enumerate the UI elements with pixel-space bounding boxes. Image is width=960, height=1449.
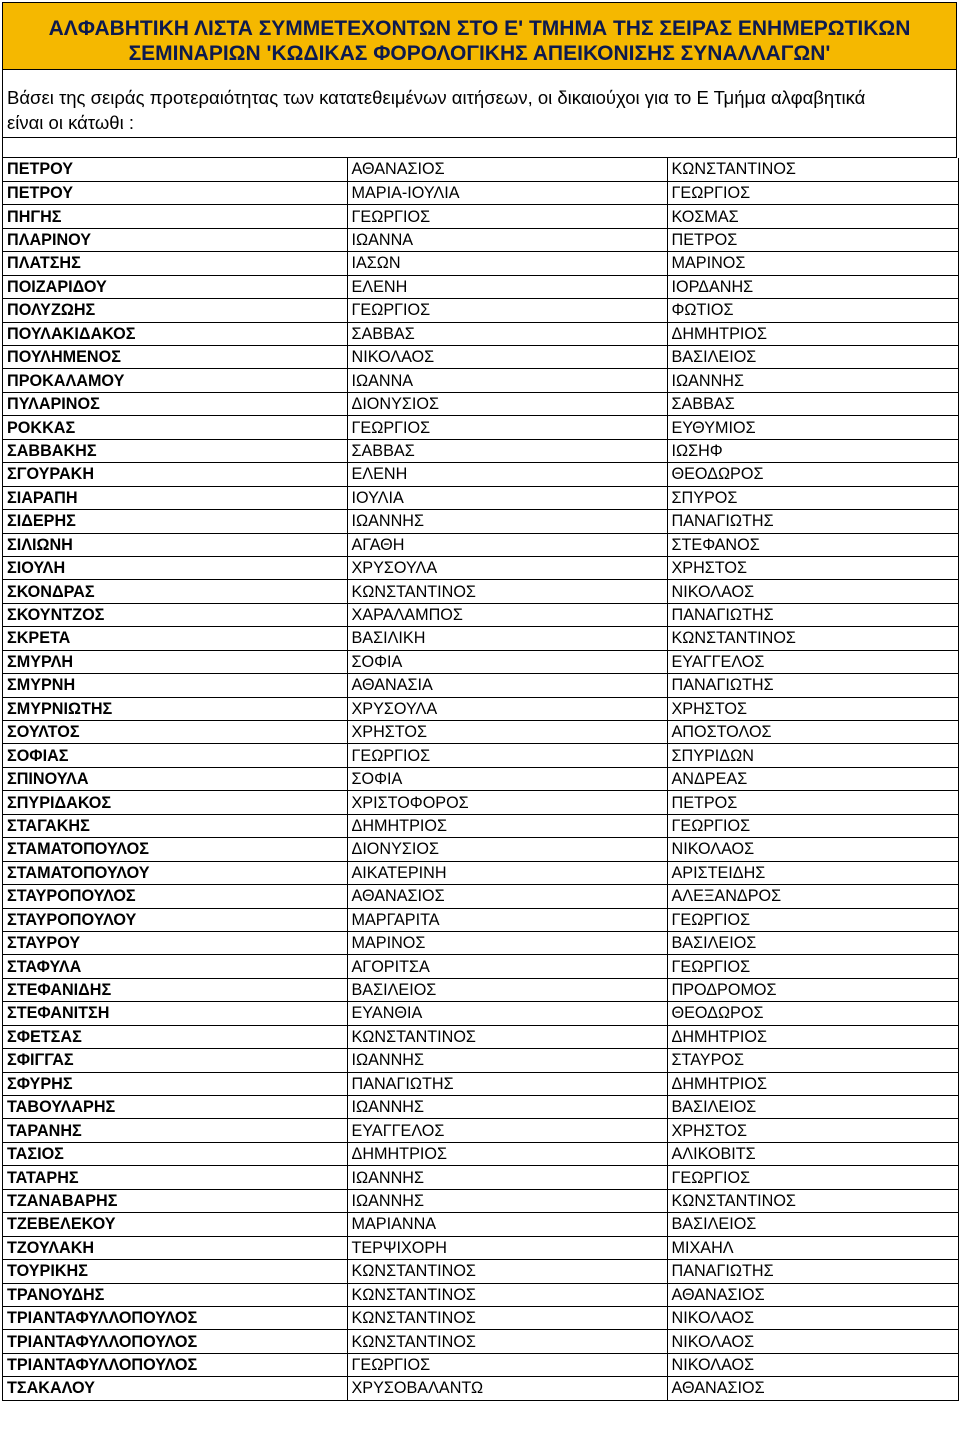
surname-cell: ΠΕΤΡΟΥ (3, 181, 347, 204)
surname-cell: ΠΗΓΗΣ (3, 205, 347, 228)
surname-cell: ΠΟΙΖΑΡΙΔΟΥ (3, 275, 347, 298)
table-row (3, 275, 958, 298)
first-name-cell: ΑΘΑΝΑΣΙΑ (347, 674, 667, 697)
first-name-cell: ΑΘΑΝΑΣΙΟΣ (347, 158, 667, 181)
table-row (3, 533, 958, 556)
father-name-cell: ΠΑΝΑΓΙΩΤΗΣ (667, 674, 958, 697)
father-name-cell: ΣΠΥΡΙΔΩΝ (667, 744, 958, 767)
first-name-cell: ΤΕΡΨΙΧΟΡΗ (347, 1236, 667, 1259)
surname-cell: ΤΑΣΙΟΣ (3, 1142, 347, 1165)
first-name-cell: ΑΓΟΡΙΤΣΑ (347, 955, 667, 978)
table-row (3, 814, 958, 837)
father-name-cell: ΝΙΚΟΛΑΟΣ (667, 1306, 958, 1329)
surname-cell: ΣΦΕΤΣΑΣ (3, 1025, 347, 1048)
table-row (3, 931, 958, 954)
first-name-cell: ΓΕΩΡΓΙΟΣ (347, 416, 667, 439)
first-name-cell: ΙΩΑΝΝΑ (347, 228, 667, 251)
father-name-cell: ΕΥΑΓΓΕΛΟΣ (667, 650, 958, 673)
surname-cell: ΤΑΤΑΡΗΣ (3, 1166, 347, 1189)
surname-cell: ΤΑΒΟΥΛΑΡΗΣ (3, 1096, 347, 1119)
father-name-cell: ΓΕΩΡΓΙΟΣ (667, 1166, 958, 1189)
surname-cell: ΣΚΟΝΔΡΑΣ (3, 580, 347, 603)
father-name-cell: ΙΟΡΔΑΝΗΣ (667, 275, 958, 298)
table-row (3, 346, 958, 369)
table-row (3, 299, 958, 322)
surname-cell: ΣΓΟΥΡΑΚΗ (3, 463, 347, 486)
surname-cell: ΣΤΑΥΡΟΠΟΥΛΟΥ (3, 908, 347, 931)
father-name-cell: ΣΤΕΦΑΝΟΣ (667, 533, 958, 556)
surname-cell: ΤΟΥΡΙΚΗΣ (3, 1260, 347, 1283)
table-row (3, 205, 958, 228)
first-name-cell: ΑΘΑΝΑΣΙΟΣ (347, 885, 667, 908)
father-name-cell: ΓΕΩΡΓΙΟΣ (667, 181, 958, 204)
father-name-cell: ΔΗΜΗΤΡΙΟΣ (667, 1072, 958, 1095)
table-row (3, 463, 958, 486)
surname-cell: ΤΡΙΑΝΤΑΦΥΛΛΟΠΟΥΛΟΣ (3, 1306, 347, 1329)
first-name-cell: ΧΡΥΣΟΥΛΑ (347, 697, 667, 720)
surname-cell: ΤΑΡΑΝΗΣ (3, 1119, 347, 1142)
first-name-cell: ΜΑΡΙΑΝΝΑ (347, 1213, 667, 1236)
table-row (3, 978, 958, 1001)
father-name-cell: ΚΟΣΜΑΣ (667, 205, 958, 228)
surname-cell: ΠΟΥΛΑΚΙΔΑΚΟΣ (3, 322, 347, 345)
father-name-cell: ΔΗΜΗΤΡΙΟΣ (667, 322, 958, 345)
surname-cell: ΠΡΟΚΑΛΑΜΟΥ (3, 369, 347, 392)
surname-cell: ΣΤΑΜΑΤΟΠΟΥΛΟΥ (3, 861, 347, 884)
first-name-cell: ΓΕΩΡΓΙΟΣ (347, 1353, 667, 1376)
table-row (3, 697, 958, 720)
table-row (3, 228, 958, 251)
father-name-cell: ΑΘΑΝΑΣΙΟΣ (667, 1283, 958, 1306)
first-name-cell: ΙΩΑΝΝΗΣ (347, 1166, 667, 1189)
father-name-cell: ΒΑΣΙΛΕΙΟΣ (667, 1213, 958, 1236)
first-name-cell: ΔΗΜΗΤΡΙΟΣ (347, 814, 667, 837)
subtitle-line-2: είναι οι κάτωθι : (7, 112, 134, 133)
father-name-cell: ΙΩΑΝΝΗΣ (667, 369, 958, 392)
surname-cell: ΣΤΑΓΑΚΗΣ (3, 814, 347, 837)
table-row (3, 650, 958, 673)
table-row (3, 791, 958, 814)
first-name-cell: ΕΛΕΝΗ (347, 463, 667, 486)
table-row (3, 1002, 958, 1025)
surname-cell: ΣΟΦΙΑΣ (3, 744, 347, 767)
table-row (3, 439, 958, 462)
first-name-cell: ΧΡΙΣΤΟΦΟΡΟΣ (347, 791, 667, 814)
table-row (3, 767, 958, 790)
surname-cell: ΠΥΛΑΡΙΝΟΣ (3, 392, 347, 415)
table-row (3, 322, 958, 345)
father-name-cell: ΧΡΗΣΤΟΣ (667, 556, 958, 579)
table-row (3, 1353, 958, 1376)
table-row (3, 674, 958, 697)
first-name-cell: ΔΙΟΝΥΣΙΟΣ (347, 838, 667, 861)
first-name-cell: ΧΑΡΑΛΑΜΠΟΣ (347, 603, 667, 626)
first-name-cell: ΙΩΑΝΝΗΣ (347, 1096, 667, 1119)
father-name-cell: ΠΑΝΑΓΙΩΤΗΣ (667, 510, 958, 533)
father-name-cell: ΣΑΒΒΑΣ (667, 392, 958, 415)
first-name-cell: ΙΩΑΝΝΗΣ (347, 510, 667, 533)
table-row (3, 1377, 958, 1400)
first-name-cell: ΕΥΑΝΘΙΑ (347, 1002, 667, 1025)
father-name-cell: ΝΙΚΟΛΑΟΣ (667, 1330, 958, 1353)
table-row (3, 369, 958, 392)
table-row (3, 1166, 958, 1189)
first-name-cell: ΧΡΥΣΟΒΑΛΑΝΤΩ (347, 1377, 667, 1400)
surname-cell: ΠΟΥΛΗΜΕΝΟΣ (3, 346, 347, 369)
surname-cell: ΠΛΑΤΣΗΣ (3, 252, 347, 275)
surname-cell: ΤΖΑΝΑΒΑΡΗΣ (3, 1189, 347, 1212)
first-name-cell: ΒΑΣΙΛΕΙΟΣ (347, 978, 667, 1001)
father-name-cell: ΑΘΑΝΑΣΙΟΣ (667, 1377, 958, 1400)
surname-cell: ΣΜΥΡΝΙΩΤΗΣ (3, 697, 347, 720)
table-row (3, 721, 958, 744)
father-name-cell: ΝΙΚΟΛΑΟΣ (667, 1353, 958, 1376)
first-name-cell: ΙΑΣΩΝ (347, 252, 667, 275)
table-row (3, 252, 958, 275)
first-name-cell: ΚΩΝΣΤΑΝΤΙΝΟΣ (347, 1283, 667, 1306)
first-name-cell: ΙΩΑΝΝΗΣ (347, 1049, 667, 1072)
surname-cell: ΤΡΙΑΝΤΑΦΥΛΛΟΠΟΥΛΟΣ (3, 1330, 347, 1353)
father-name-cell: ΚΩΝΣΤΑΝΤΙΝΟΣ (667, 1189, 958, 1212)
first-name-cell: ΑΓΑΘΗ (347, 533, 667, 556)
surname-cell: ΣΚΟΥΝΤΖΟΣ (3, 603, 347, 626)
father-name-cell: ΠΕΤΡΟΣ (667, 228, 958, 251)
first-name-cell: ΧΡΥΣΟΥΛΑ (347, 556, 667, 579)
participants-table (3, 158, 959, 1401)
surname-cell: ΣΑΒΒΑΚΗΣ (3, 439, 347, 462)
father-name-cell: ΚΩΝΣΤΑΝΤΙΝΟΣ (667, 627, 958, 650)
surname-cell: ΣΟΥΛΤΟΣ (3, 721, 347, 744)
father-name-cell: ΜΙΧΑΗΛ (667, 1236, 958, 1259)
surname-cell: ΣΠΙΝΟΥΛΑ (3, 767, 347, 790)
surname-cell: ΣΦΥΡΗΣ (3, 1072, 347, 1095)
father-name-cell: ΣΠΥΡΟΣ (667, 486, 958, 509)
table-row (3, 510, 958, 533)
table-row (3, 838, 958, 861)
first-name-cell: ΚΩΝΣΤΑΝΤΙΝΟΣ (347, 1330, 667, 1353)
surname-cell: ΣΦΙΓΓΑΣ (3, 1049, 347, 1072)
father-name-cell: ΠΕΤΡΟΣ (667, 791, 958, 814)
first-name-cell: ΓΕΩΡΓΙΟΣ (347, 205, 667, 228)
father-name-cell: ΑΡΙΣΤΕΙΔΗΣ (667, 861, 958, 884)
father-name-cell: ΓΕΩΡΓΙΟΣ (667, 955, 958, 978)
table-row (3, 1072, 958, 1095)
father-name-cell: ΘΕΟΔΩΡΟΣ (667, 463, 958, 486)
surname-cell: ΣΙΑΡΑΠΗ (3, 486, 347, 509)
first-name-cell: ΔΙΟΝΥΣΙΟΣ (347, 392, 667, 415)
table-row (3, 580, 958, 603)
father-name-cell: ΠΑΝΑΓΙΩΤΗΣ (667, 603, 958, 626)
surname-cell: ΠΕΤΡΟΥ (3, 158, 347, 181)
subtitle-line-1: Βάσει της σειράς προτεραιότητας των κατατεθειμένων αιτήσεων, οι δικαιούχοι για το Ε Τμήμα αλφαβητικά (7, 87, 866, 108)
surname-cell: ΤΡΑΝΟΥΔΗΣ (3, 1283, 347, 1306)
father-name-cell: ΧΡΗΣΤΟΣ (667, 1119, 958, 1142)
table-row (3, 885, 958, 908)
table-row (3, 1260, 958, 1283)
table-row (3, 392, 958, 415)
father-name-cell: ΚΩΝΣΤΑΝΤΙΝΟΣ (667, 158, 958, 181)
table-row (3, 1283, 958, 1306)
surname-cell: ΣΙΔΕΡΗΣ (3, 510, 347, 533)
table-row (3, 416, 958, 439)
first-name-cell: ΧΡΗΣΤΟΣ (347, 721, 667, 744)
table-row (3, 1119, 958, 1142)
father-name-cell: ΣΤΑΥΡΟΣ (667, 1049, 958, 1072)
table-row (3, 603, 958, 626)
surname-cell: ΣΜΥΡΛΗ (3, 650, 347, 673)
title-banner (3, 3, 957, 70)
first-name-cell: ΚΩΝΣΤΑΝΤΙΝΟΣ (347, 580, 667, 603)
table-row (3, 1330, 958, 1353)
father-name-cell: ΕΥΘΥΜΙΟΣ (667, 416, 958, 439)
table-row (3, 955, 958, 978)
father-name-cell: ΒΑΣΙΛΕΙΟΣ (667, 1096, 958, 1119)
table-row (3, 1306, 958, 1329)
participants-table-body (3, 158, 958, 1400)
first-name-cell: ΜΑΡΙΑ-ΙΟΥΛΙΑ (347, 181, 667, 204)
first-name-cell: ΙΟΥΛΙΑ (347, 486, 667, 509)
father-name-cell: ΑΠΟΣΤΟΛΟΣ (667, 721, 958, 744)
table-row (3, 627, 958, 650)
first-name-cell: ΕΥΑΓΓΕΛΟΣ (347, 1119, 667, 1142)
spreadsheet (2, 2, 957, 1401)
first-name-cell: ΣΑΒΒΑΣ (347, 439, 667, 462)
father-name-cell: ΑΛΙΚΟΒΙΤΣ (667, 1142, 958, 1165)
title-line-1: ΑΛΦΑΒΗΤΙΚΗ ΛΙΣΤΑ ΣΥΜΜΕΤΕΧΟΝΤΩΝ ΣΤΟ Ε' ΤΜΗΜΑ ΤΗΣ ΣΕΙΡΑΣ ΕΝΗΜΕΡΩΤΙΚΩΝ (48, 17, 911, 40)
father-name-cell: ΝΙΚΟΛΑΟΣ (667, 580, 958, 603)
table-row (3, 1236, 958, 1259)
subtitle-note (3, 70, 957, 138)
first-name-cell: ΕΛΕΝΗ (347, 275, 667, 298)
father-name-cell: ΔΗΜΗΤΡΙΟΣ (667, 1025, 958, 1048)
surname-cell: ΤΖΕΒΕΛΕΚΟΥ (3, 1213, 347, 1236)
table-row (3, 1189, 958, 1212)
blank-row (3, 138, 957, 158)
first-name-cell: ΣΑΒΒΑΣ (347, 322, 667, 345)
title-line-2: ΣΕΜΙΝΑΡΙΩΝ 'ΚΩΔΙΚΑΣ ΦΟΡΟΛΟΓΙΚΗΣ ΑΠΕΙΚΟΝΙΣΗΣ ΣΥΝΑΛΛΑΓΩΝ' (128, 42, 831, 65)
first-name-cell: ΙΩΑΝΝΗΣ (347, 1189, 667, 1212)
father-name-cell: ΦΩΤΙΟΣ (667, 299, 958, 322)
surname-cell: ΣΚΡΕΤΑ (3, 627, 347, 650)
surname-cell: ΣΜΥΡΝΗ (3, 674, 347, 697)
surname-cell: ΣΙΟΥΛΗ (3, 556, 347, 579)
father-name-cell: ΙΩΣΗΦ (667, 439, 958, 462)
surname-cell: ΣΤΑΥΡΟΥ (3, 931, 347, 954)
table-row (3, 1025, 958, 1048)
table-row (3, 158, 958, 181)
surname-cell: ΡΟΚΚΑΣ (3, 416, 347, 439)
father-name-cell: ΜΑΡΙΝΟΣ (667, 252, 958, 275)
father-name-cell: ΝΙΚΟΛΑΟΣ (667, 838, 958, 861)
first-name-cell: ΜΑΡΙΝΟΣ (347, 931, 667, 954)
surname-cell: ΣΙΛΙΩΝΗ (3, 533, 347, 556)
first-name-cell: ΑΙΚΑΤΕΡΙΝΗ (347, 861, 667, 884)
surname-cell: ΣΤΑΜΑΤΟΠΟΥΛΟΣ (3, 838, 347, 861)
first-name-cell: ΚΩΝΣΤΑΝΤΙΝΟΣ (347, 1025, 667, 1048)
table-row (3, 1049, 958, 1072)
surname-cell: ΣΠΥΡΙΔΑΚΟΣ (3, 791, 347, 814)
surname-cell: ΠΟΛΥΖΩΗΣ (3, 299, 347, 322)
first-name-cell: ΓΕΩΡΓΙΟΣ (347, 299, 667, 322)
father-name-cell: ΒΑΣΙΛΕΙΟΣ (667, 346, 958, 369)
father-name-cell: ΧΡΗΣΤΟΣ (667, 697, 958, 720)
table-row (3, 861, 958, 884)
surname-cell: ΣΤΕΦΑΝΙΔΗΣ (3, 978, 347, 1001)
table-row (3, 1213, 958, 1236)
first-name-cell: ΙΩΑΝΝΑ (347, 369, 667, 392)
table-row (3, 556, 958, 579)
surname-cell: ΣΤΕΦΑΝΙΤΣΗ (3, 1002, 347, 1025)
table-row (3, 486, 958, 509)
father-name-cell: ΠΡΟΔΡΟΜΟΣ (667, 978, 958, 1001)
surname-cell: ΤΣΑΚΑΛΟΥ (3, 1377, 347, 1400)
father-name-cell: ΓΕΩΡΓΙΟΣ (667, 908, 958, 931)
father-name-cell: ΑΛΕΞΑΝΔΡΟΣ (667, 885, 958, 908)
first-name-cell: ΜΑΡΓΑΡΙΤΑ (347, 908, 667, 931)
surname-cell: ΠΛΑΡΙΝΟΥ (3, 228, 347, 251)
table-row (3, 1096, 958, 1119)
first-name-cell: ΣΟΦΙΑ (347, 767, 667, 790)
first-name-cell: ΔΗΜΗΤΡΙΟΣ (347, 1142, 667, 1165)
surname-cell: ΤΖΟΥΛΑΚΗ (3, 1236, 347, 1259)
table-row (3, 744, 958, 767)
first-name-cell: ΓΕΩΡΓΙΟΣ (347, 744, 667, 767)
first-name-cell: ΠΑΝΑΓΙΩΤΗΣ (347, 1072, 667, 1095)
surname-cell: ΤΡΙΑΝΤΑΦΥΛΛΟΠΟΥΛΟΣ (3, 1353, 347, 1376)
table-row (3, 181, 958, 204)
first-name-cell: ΣΟΦΙΑ (347, 650, 667, 673)
table-row (3, 1142, 958, 1165)
father-name-cell: ΘΕΟΔΩΡΟΣ (667, 1002, 958, 1025)
first-name-cell: ΚΩΝΣΤΑΝΤΙΝΟΣ (347, 1306, 667, 1329)
father-name-cell: ΑΝΔΡΕΑΣ (667, 767, 958, 790)
table-row (3, 908, 958, 931)
father-name-cell: ΓΕΩΡΓΙΟΣ (667, 814, 958, 837)
surname-cell: ΣΤΑΥΡΟΠΟΥΛΟΣ (3, 885, 347, 908)
surname-cell: ΣΤΑΦΥΛΑ (3, 955, 347, 978)
first-name-cell: ΒΑΣΙΛΙΚΗ (347, 627, 667, 650)
father-name-cell: ΒΑΣΙΛΕΙΟΣ (667, 931, 958, 954)
first-name-cell: ΚΩΝΣΤΑΝΤΙΝΟΣ (347, 1260, 667, 1283)
first-name-cell: ΝΙΚΟΛΑΟΣ (347, 346, 667, 369)
father-name-cell: ΠΑΝΑΓΙΩΤΗΣ (667, 1260, 958, 1283)
